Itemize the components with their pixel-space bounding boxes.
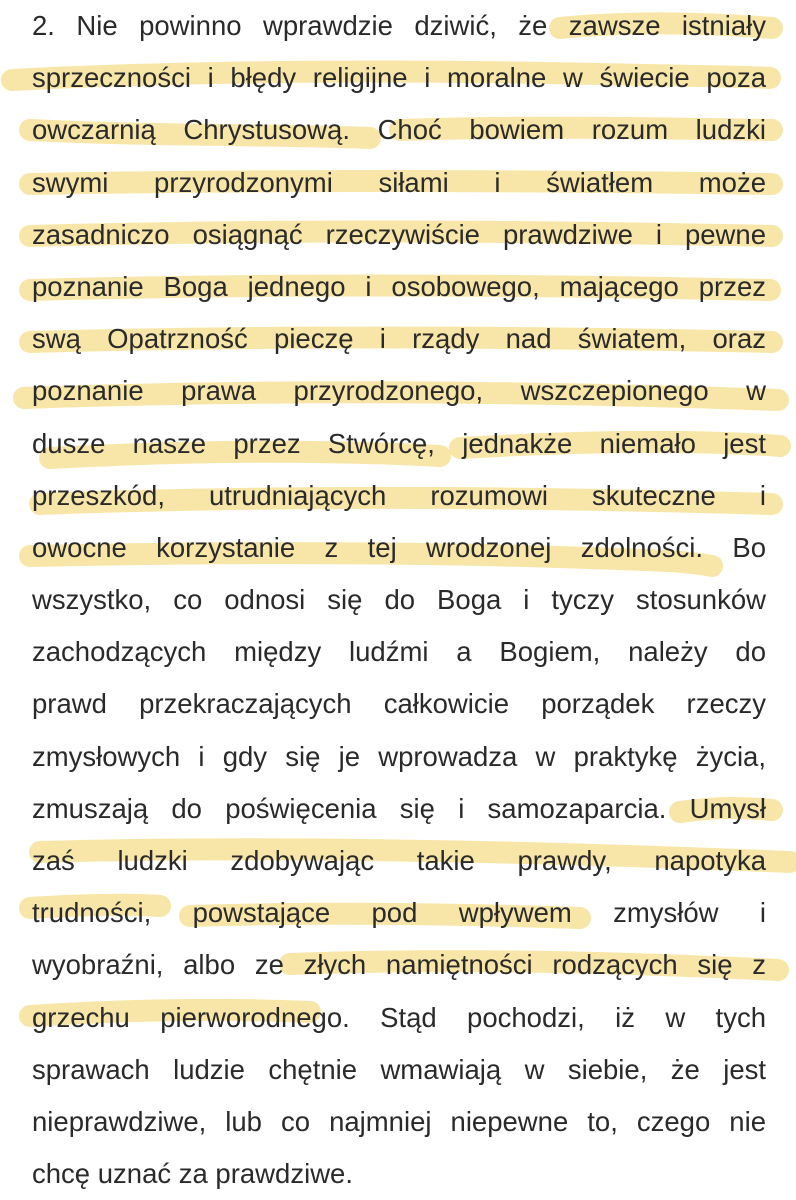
paragraph-line: zmysłowych i gdy się je wprowadza w praktykę życia, (32, 740, 766, 772)
paragraph-line: dusze nasze przez Stwórcę, jednakże niemało jest (32, 427, 766, 459)
paragraph-line: prawd przekraczających całkowicie porządek rzeczy (32, 688, 766, 720)
paragraph-line: trudności, powstające pod wpływem zmysłów i (32, 897, 766, 929)
body-paragraph (32, 0, 766, 1200)
paragraph-line: swymi przyrodzonymi siłami i światłem może (32, 166, 766, 198)
paragraph-line: owczarnią Chrystusową. Choć bowiem rozum ludzki (32, 114, 766, 146)
paragraph-line: 2. Nie powinno wprawdzie dziwić, że zawsze istniały (32, 10, 766, 41)
paragraph-line: sprzeczności i błędy religijne i moralne w świecie poza (32, 62, 766, 94)
paragraph-line: poznanie Boga jednego i osobowego, mającego przez (32, 270, 766, 302)
paragraph-line: poznanie prawa przyrodzonego, wszczepionego w (32, 375, 766, 407)
paragraph-line: wyobraźni, albo ze złych namiętności rodzących się z (32, 949, 766, 981)
paragraph-line: chcę uznać za prawdziwe. (32, 1158, 353, 1190)
paragraph-line: grzechu pierworodnego. Stąd pochodzi, iż w tych (32, 1001, 766, 1033)
paragraph-line: zasadniczo osiągnąć rzeczywiście prawdziwe i pewne (32, 218, 766, 250)
paragraph-line: zmuszają do poświęcenia się i samozaparcia. Umysł (32, 792, 766, 824)
paragraph-line: owocne korzystanie z tej wrodzonej zdolności. Bo (32, 531, 766, 563)
paragraph-line: przeszkód, utrudniających rozumowi skuteczne i (32, 479, 766, 511)
paragraph-line: zaś ludzki zdobywając takie prawdy, napotyka (32, 845, 766, 876)
paragraph-line: wszystko, co odnosi się do Boga i tyczy stosunków (32, 584, 766, 616)
paragraph-line: zachodzących między ludźmi a Bogiem, należy do (32, 636, 766, 668)
paragraph-line: sprawach ludzie chętnie wmawiają w siebie, że jest (32, 1053, 766, 1085)
paragraph-line: swą Opatrzność pieczę i rządy nad światem, oraz (32, 323, 766, 355)
paragraph-line: nieprawdziwe, lub co najmniej niepewne to, czego nie (32, 1105, 766, 1137)
